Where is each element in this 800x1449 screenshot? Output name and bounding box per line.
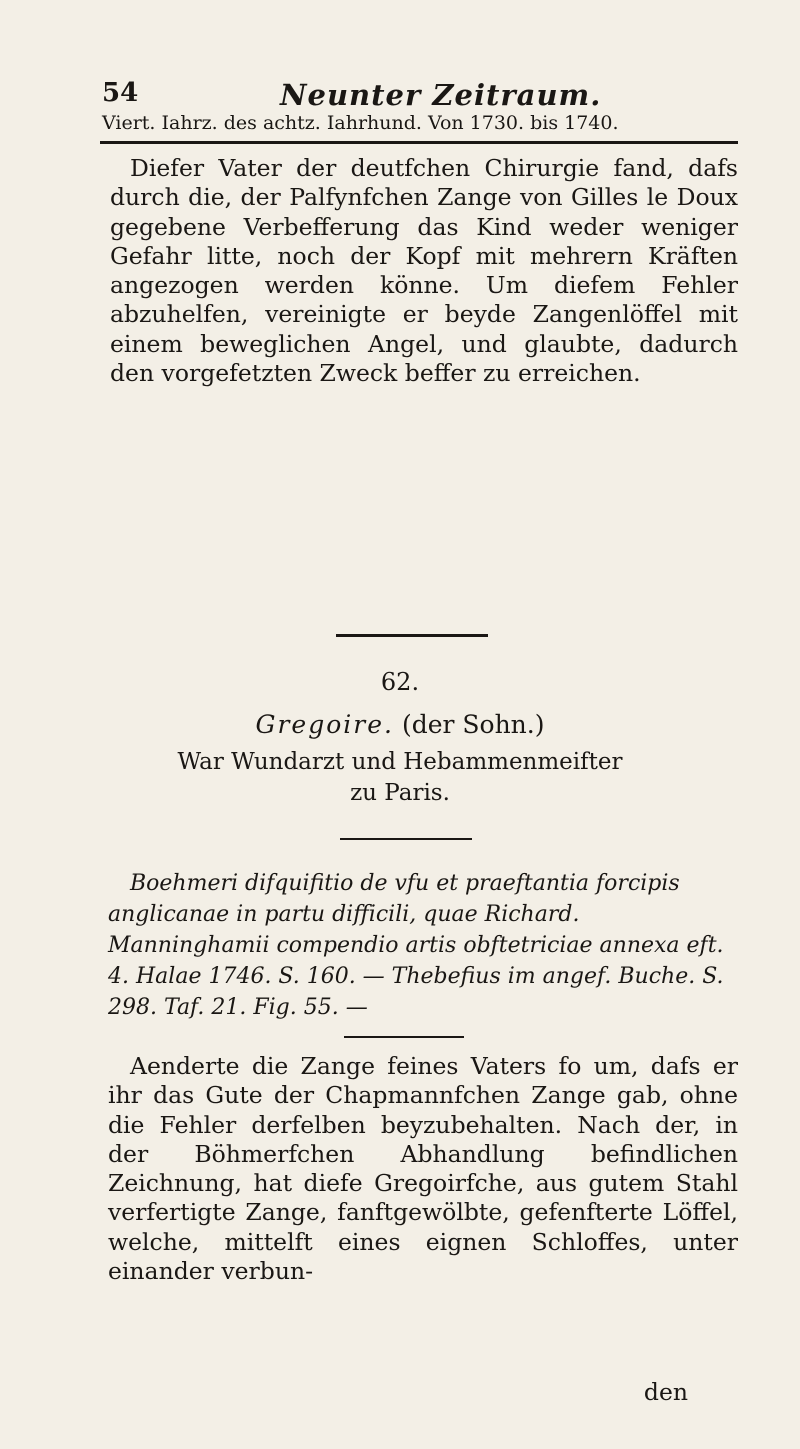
bibliographic-citation: Boehmeri difquifitio de vfu et praeftantia forcipis anglicanae in partu difficili, quae Richard. Manninghamii compendio artis obftetriciae annexa eft. 4. Halae 1746. S. 160. — Thebefius im angef. Buche. S. 298. Taf. 21. Fig. 55. — [108, 871, 724, 1020]
entry-name-note: (der Sohn.) [401, 710, 545, 739]
citation-rule-bottom [344, 1036, 464, 1038]
section-rule [336, 634, 488, 637]
citation-rule-top [340, 838, 472, 840]
entry-description-line-2: zu Paris. [350, 780, 450, 806]
paragraph-1: Diefer Vater der deutfchen Chirurgie fand, dafs durch die, der Palfynfchen Zange von Gilles le Doux gegebene Verbefferung das Kind weder weniger Gefahr litte, noch der Kopf mit mehrern Kräften angezogen werden könne. Um diefem Fehler abzuhelfen, vereinigte er beyde Zangenlöffel mit einem beweglichen Angel, und glaubte, dadurch den vorgefetzten Zweck beffer zu erreichen. [110, 154, 738, 388]
page-header [102, 78, 722, 112]
entry-description-line-1: War Wundarzt und Hebammenmeifter [177, 749, 623, 775]
entry-description [0, 747, 800, 809]
paragraph-2: Aenderte die Zange feines Vaters fo um, dafs er ihr das Gute der Chapmannfchen Zange gab, ohne die Fehler derfelben beyzubehalten. Nach der, in der Böhmerfchen Abhandlung befindlichen Zeichnung, hat diefe Gregoirfche, aus gutem Stahl verfertigte Zange, fanftgewölbte, gefenfterte Löffel, welche, mittelft eines eignen Schloffes, unter einander verbun- [108, 1052, 738, 1286]
entry-name: Gregoire. [255, 710, 394, 739]
page-number: 54 [102, 78, 139, 108]
entry-number: 62. [380, 668, 420, 696]
running-title: Neunter Zeitraum. [280, 78, 602, 112]
entry-heading [0, 710, 800, 739]
header-rule [100, 141, 738, 144]
catchword: den [643, 1378, 688, 1406]
section-subheader: Viert. Iahrz. des achtz. Iahrhund. Von 1730. bis 1740. [102, 112, 619, 134]
